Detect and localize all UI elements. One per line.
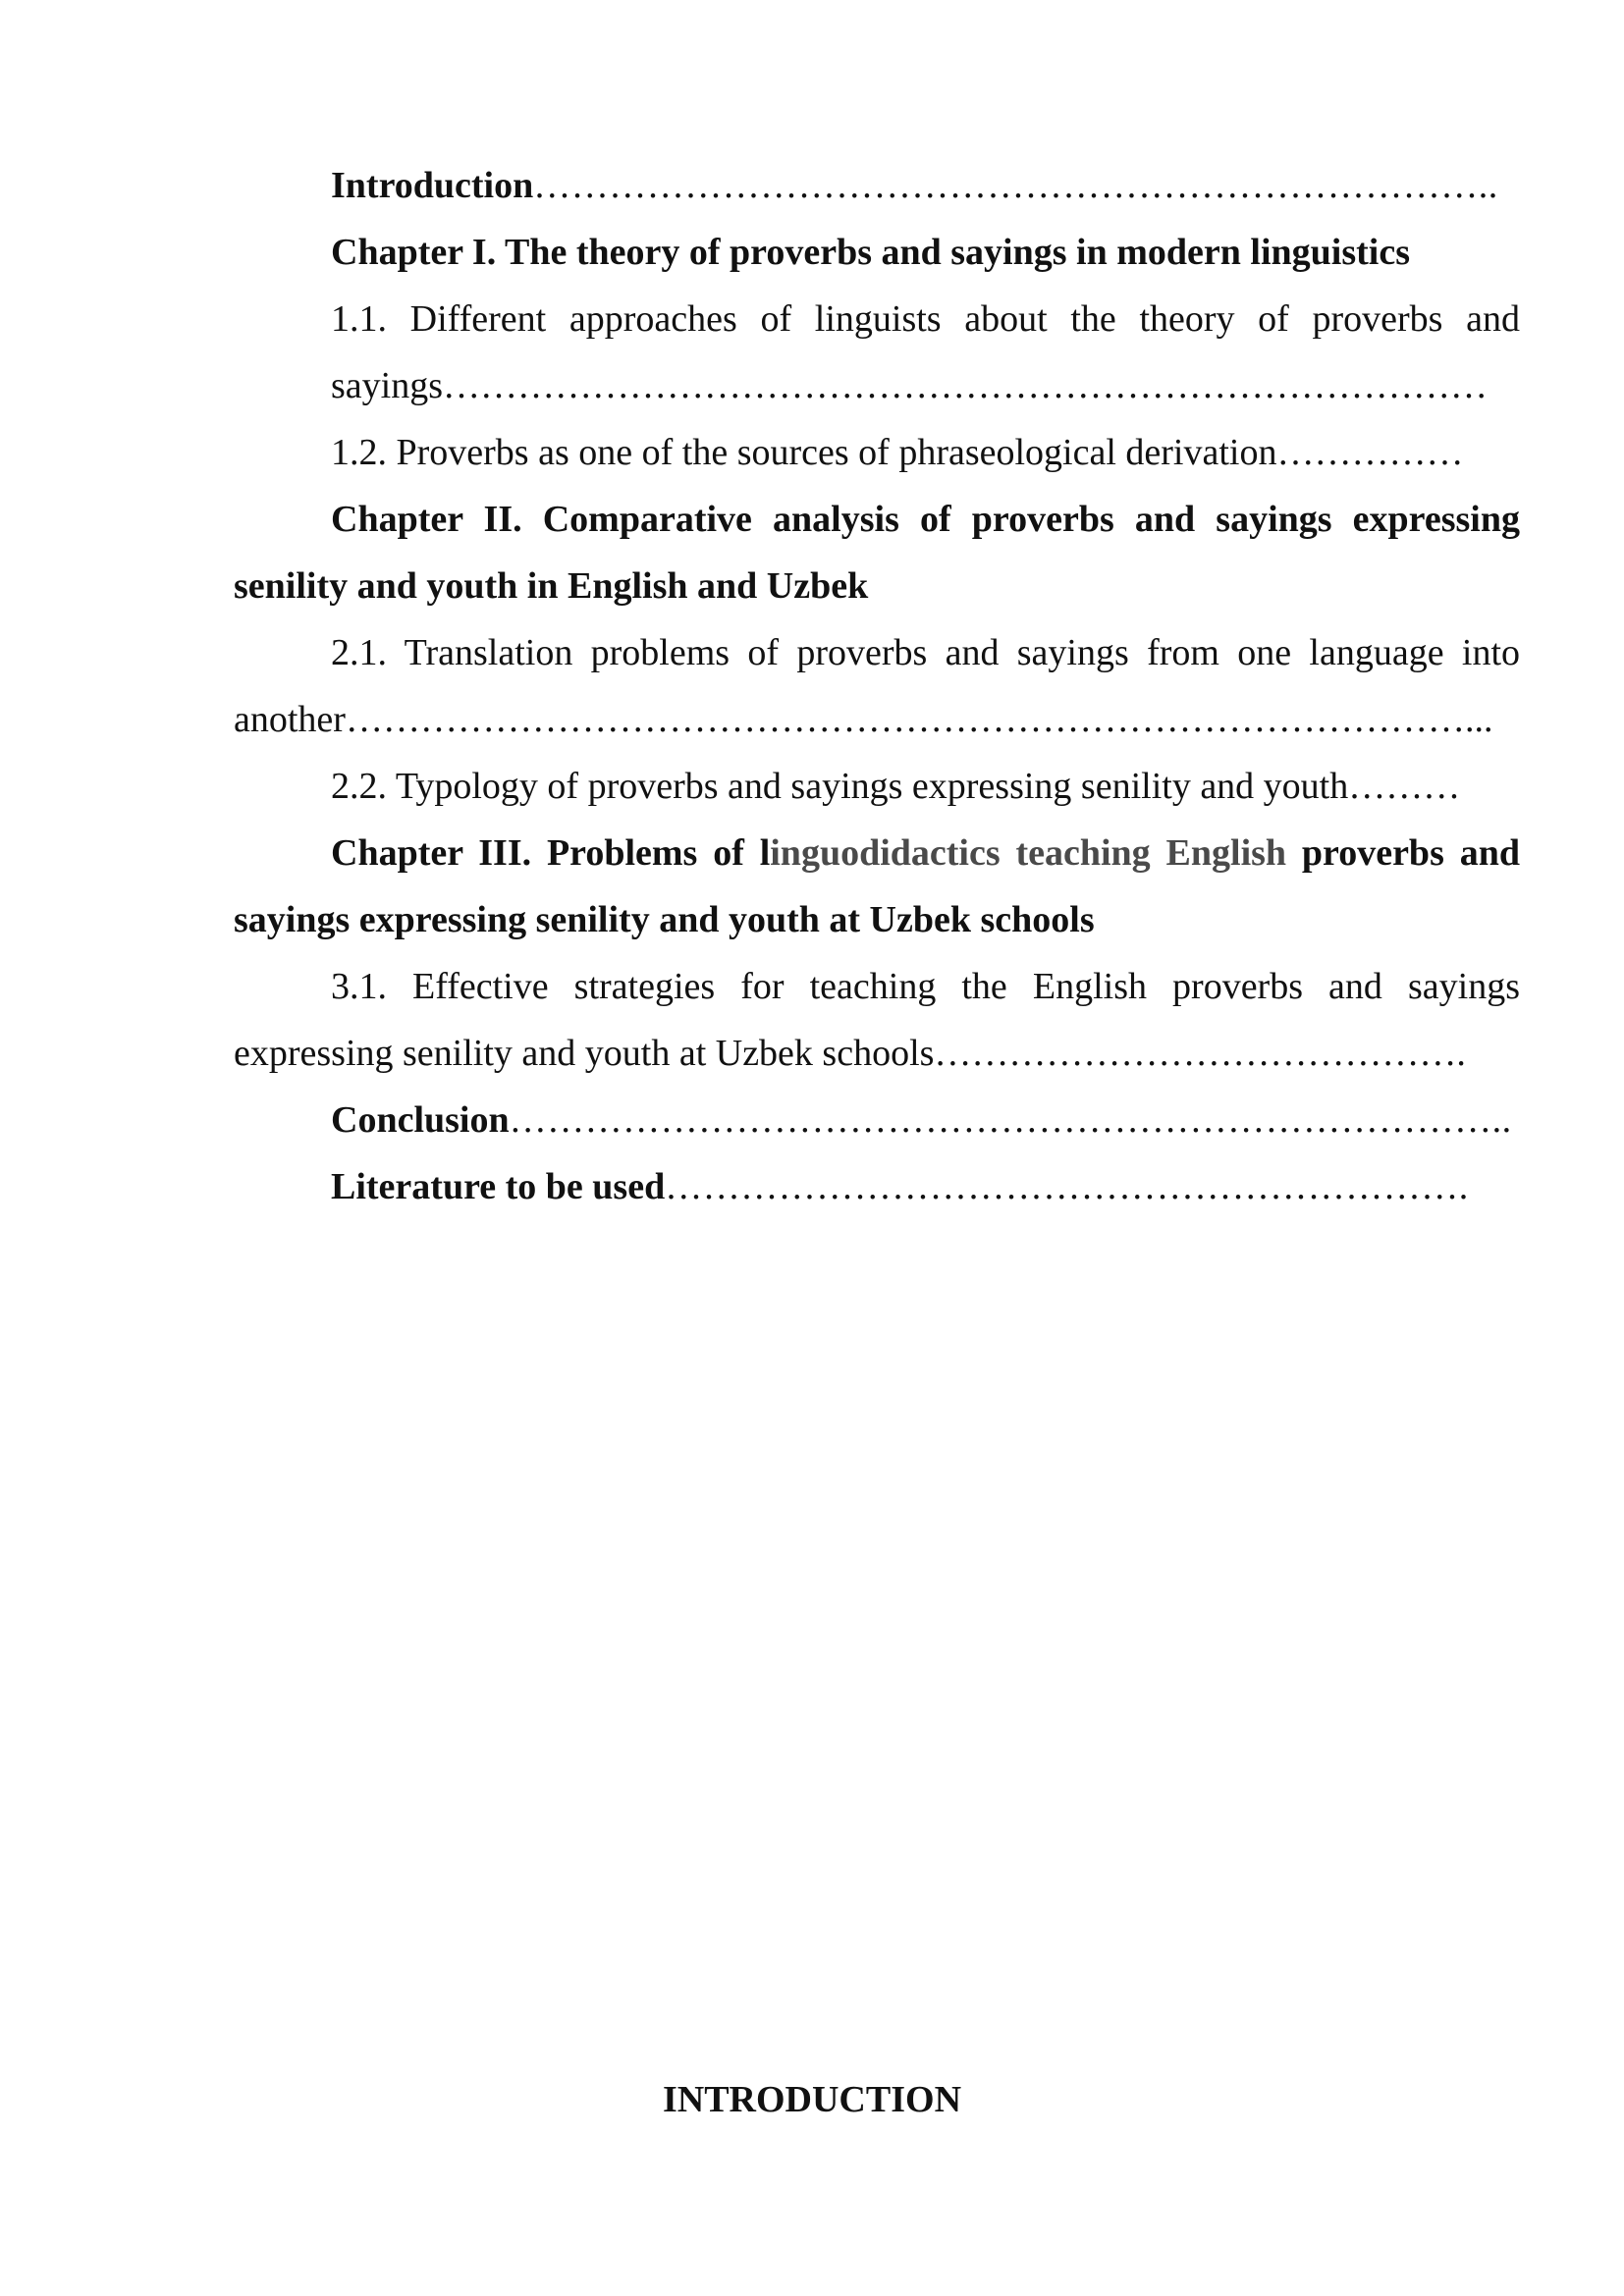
toc-entry-3-1-line-2: expressing senility and youth at Uzbek schools……………………………………. bbox=[234, 1033, 1466, 1074]
toc-entry-literature bbox=[234, 1153, 1520, 1220]
toc-conclusion-dots: …………………………………………………………………….. bbox=[509, 1099, 1512, 1141]
toc-chapter-3-part-b: inguodidactics teaching English bbox=[770, 832, 1287, 874]
toc-introduction-dots: ………………………………………………………………….. bbox=[533, 165, 1498, 206]
toc-entry-1-1-line-1: 1.1. Different approaches of linguists about the theory of proverbs and bbox=[331, 298, 1520, 340]
toc-entry-2-2: 2.2. Typology of proverbs and sayings expressing senility and youth……… bbox=[331, 766, 1461, 807]
toc-literature-label: Literature to be used bbox=[331, 1166, 666, 1207]
toc-introduction-label: Introduction bbox=[331, 165, 534, 206]
toc-chapter-3-part-c: proverbs and bbox=[1286, 832, 1520, 874]
table-of-contents bbox=[234, 152, 1520, 1220]
section-heading-text: INTRODUCTION bbox=[662, 2079, 962, 2120]
toc-entry-chapter-2-line-1: Chapter II. Comparative analysis of proverbs and sayings expressing bbox=[331, 499, 1520, 540]
toc-literature-dots: ………………………………………………………. bbox=[665, 1166, 1469, 1207]
toc-entry-1-2: 1.2. Proverbs as one of the sources of phraseological derivation…………… bbox=[331, 432, 1464, 473]
toc-entry-3-1-line-1: 3.1. Effective strategies for teaching the English proverbs and sayings bbox=[331, 966, 1520, 1007]
toc-conclusion-label: Conclusion bbox=[331, 1099, 510, 1141]
toc-entry-introduction bbox=[234, 152, 1520, 219]
toc-entry-chapter-1: Chapter I. The theory of proverbs and sayings in modern linguistics bbox=[331, 232, 1410, 273]
toc-entry-chapter-2-line-2: senility and youth in English and Uzbek bbox=[234, 565, 869, 607]
section-heading-introduction bbox=[0, 2078, 1624, 2121]
toc-entry-conclusion bbox=[234, 1087, 1520, 1153]
toc-entry-2-1-line-2: another………………………………………………………………………………... bbox=[234, 699, 1493, 740]
toc-chapter-3-part-a: Chapter III. Problems of l bbox=[331, 832, 771, 874]
toc-entry-chapter-3-line-1 bbox=[234, 820, 1520, 886]
toc-entry-chapter-3-line-2: sayings expressing senility and youth at Uzbek schools bbox=[234, 899, 1095, 940]
toc-entry-1-1-line-2: sayings………………………………………………………………………… bbox=[331, 365, 1488, 406]
toc-entry-2-1-line-1: 2.1. Translation problems of proverbs and sayings from one language into bbox=[331, 632, 1520, 673]
